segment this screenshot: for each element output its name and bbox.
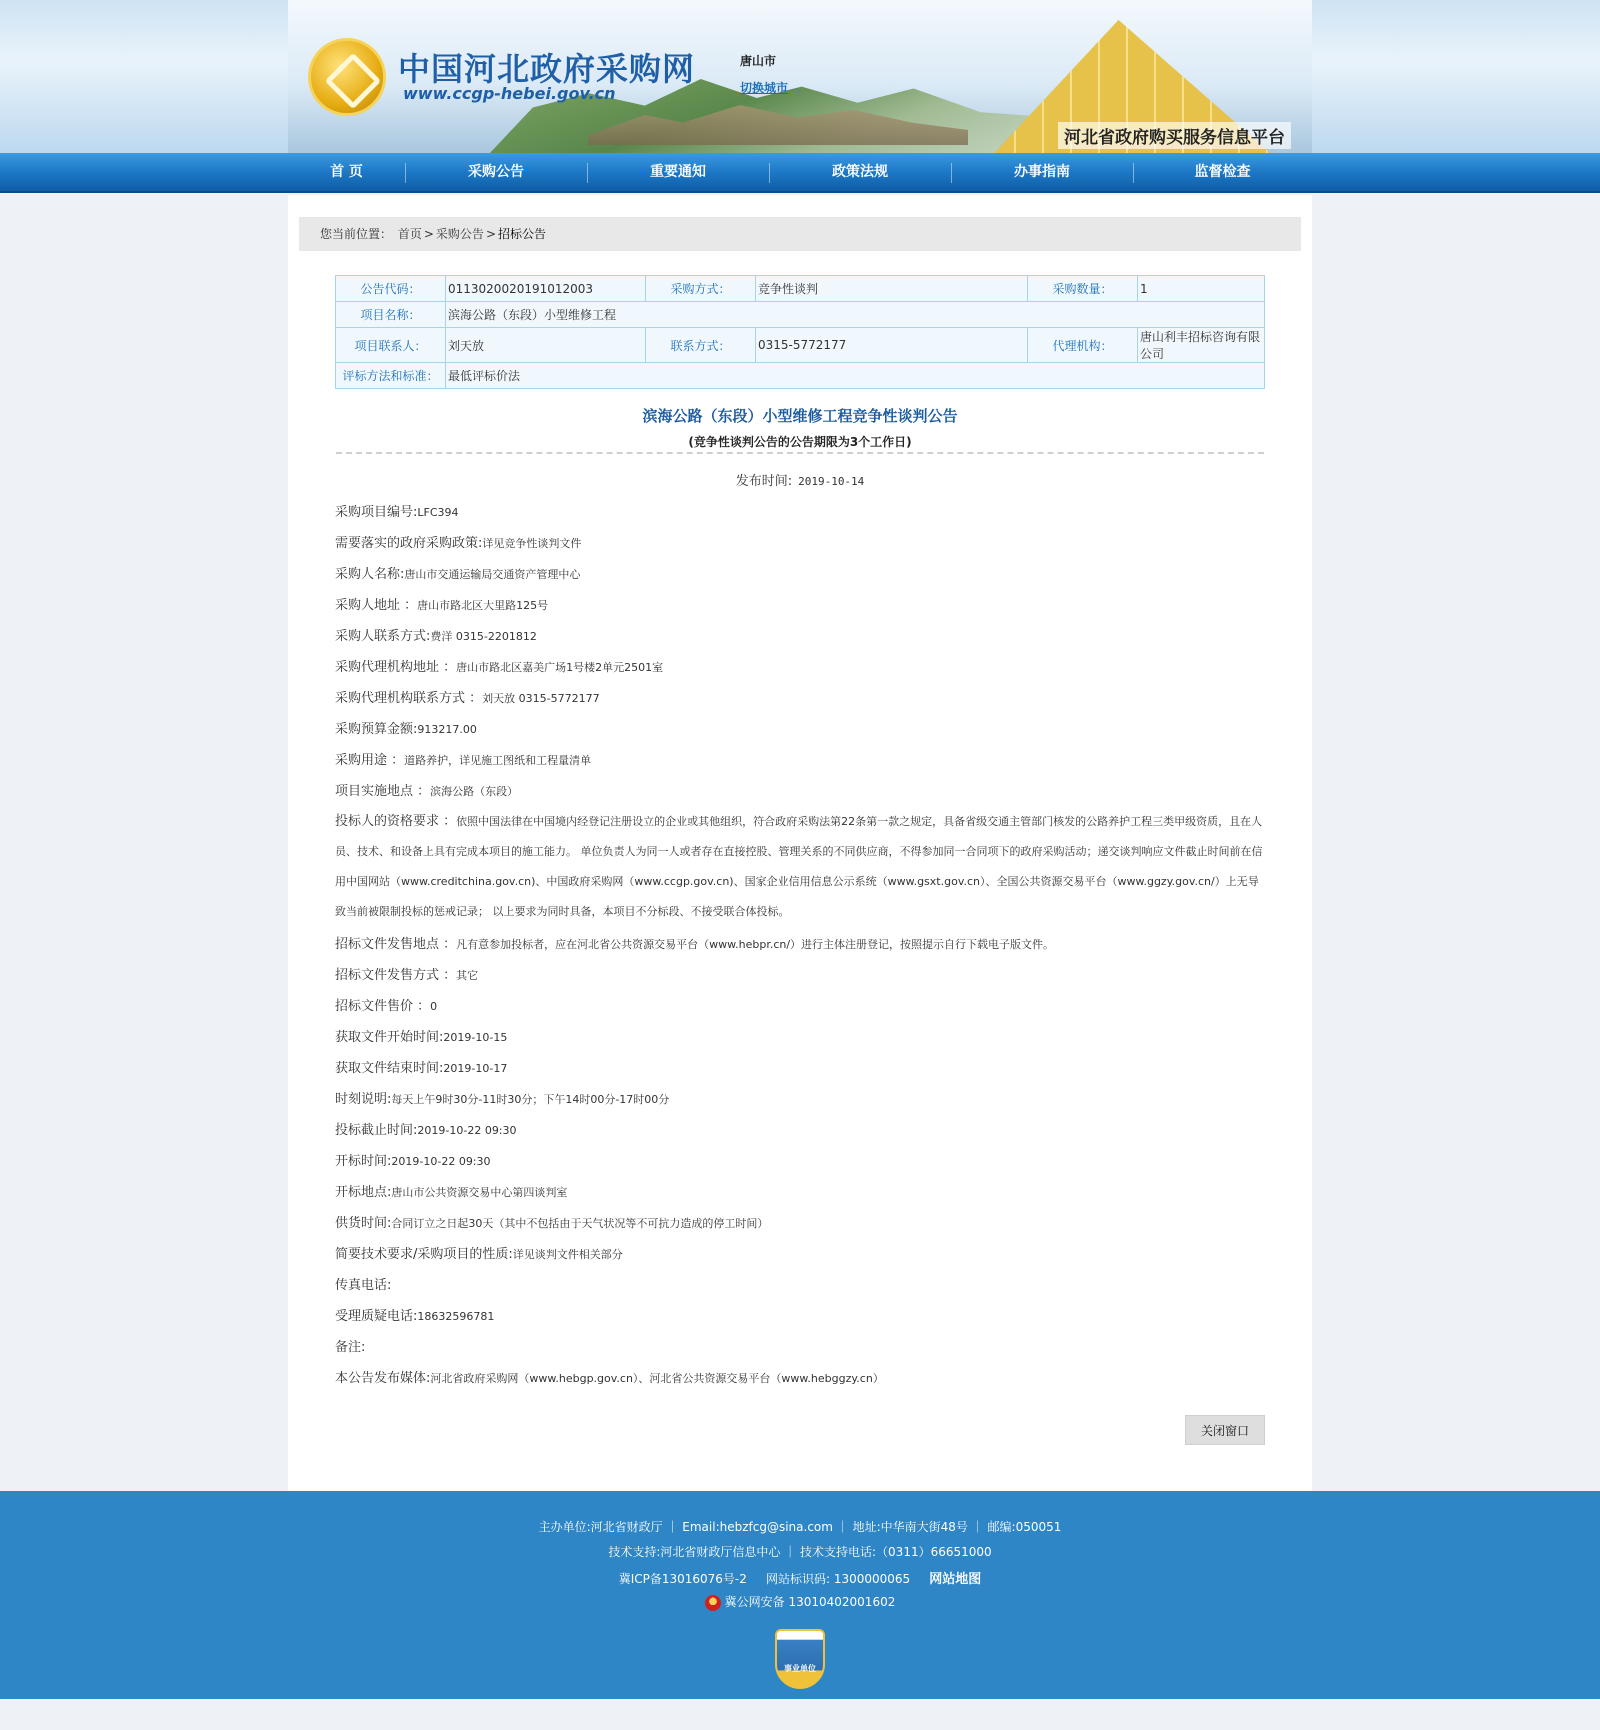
field-label: 招标文件发售地点 ： [335, 937, 457, 952]
field-label: 采购人名称: [335, 567, 405, 582]
dashed-divider [336, 452, 1264, 454]
footer [0, 1491, 1600, 1699]
main-nav-inner [288, 153, 1312, 193]
method-label: 采购方式： [646, 276, 756, 302]
field-fax [335, 1270, 1265, 1301]
notice-subtitle: (竞争性谈判公告的公告期限为3个工作日) [688, 435, 912, 449]
field-label: 受理质疑电话: [335, 1309, 418, 1324]
table-row [336, 276, 1265, 302]
notice-info-table [335, 275, 1265, 389]
field-label: 获取文件开始时间: [335, 1030, 444, 1045]
field-label: 采购用途 ： [335, 753, 405, 768]
field-label: 备注: [335, 1340, 366, 1355]
table-row [336, 328, 1265, 363]
nav-important-notices[interactable]: 重要通知 [587, 153, 769, 193]
nav-supervision[interactable]: 监督检查 [1133, 153, 1312, 193]
qty-value: 1 [1138, 276, 1265, 302]
field-tech-requirements [335, 1239, 1265, 1270]
field-obtain-start [335, 1022, 1265, 1053]
field-value: 详见谈判文件相关部分 [512, 1248, 623, 1261]
banner-inner [288, 0, 1312, 153]
field-label: 招标文件发售方式 ： [335, 968, 457, 983]
footer-tech-support: 技术支持:河北省财政厅信息中心 ｜ 技术支持电话:（0311）66651000 [608, 1545, 992, 1559]
footer-police-text[interactable]: 冀公网安备 13010402001602 [724, 1595, 896, 1609]
field-label: 采购项目编号: [335, 505, 418, 520]
field-purchaser-name [335, 559, 1265, 590]
field-label: 采购代理机构地址 ： [335, 660, 457, 675]
field-project-number [335, 497, 1265, 528]
footer-icp[interactable]: 冀ICP备13016076号-2 [618, 1572, 747, 1586]
field-label: 项目实施地点 ： [335, 784, 431, 799]
close-window-button[interactable]: 关闭窗口 [1185, 1415, 1265, 1445]
field-budget [335, 714, 1265, 745]
field-label: 供货时间: [335, 1216, 392, 1231]
field-label: 采购代理机构联系方式 ： [335, 691, 483, 706]
field-label: 本公告发布媒体: [335, 1371, 431, 1386]
field-location [335, 776, 1265, 807]
field-value: 其它 [456, 969, 479, 982]
field-label: 开标地点: [335, 1185, 392, 1200]
publish-time-label: 发布时间: [735, 474, 793, 489]
field-label: 开标时间: [335, 1154, 392, 1169]
phone-value: 0315-5772177 [756, 328, 1028, 363]
breadcrumb-separator: > [485, 227, 496, 241]
field-purchaser-contact [335, 621, 1265, 652]
agency-value: 唐山利丰招标咨询有限公司 [1138, 328, 1265, 363]
publish-time [288, 470, 1312, 489]
main-nav [0, 153, 1600, 193]
field-value: 唐山市交通运输局交通资产管理中心 [404, 568, 581, 581]
breadcrumb-prefix: 您当前位置： [320, 227, 393, 241]
eval-value: 最低评标价法 [446, 363, 1265, 389]
publish-time-value: 2019-10-14 [798, 475, 865, 488]
qty-label: 采购数量： [1028, 276, 1138, 302]
police-badge-icon [705, 1595, 721, 1611]
method-value: 竞争性谈判 [756, 276, 1028, 302]
breadcrumb-separator: > [423, 227, 434, 241]
footer-site-id: 网站标识码: 1300000065 [765, 1572, 911, 1586]
field-value: LFC394 [417, 506, 459, 519]
field-label: 采购人地址 ： [335, 598, 418, 613]
public-institution-badge-icon[interactable] [775, 1629, 825, 1689]
field-value: 唐山市路北区嘉美广场1号楼2单元2501室 [456, 661, 664, 674]
code-label: 公告代码： [336, 276, 446, 302]
main-container [288, 195, 1312, 1491]
contact-value: 刘天放 [446, 328, 646, 363]
field-value: 2019-10-22 09:30 [391, 1155, 491, 1168]
nav-home[interactable]: 首 页 [330, 164, 363, 180]
footer-host-info: 主办单位:河北省财政厅 ｜ Email:hebzfcg@sina.com ｜ 地址:中华南大街48号 ｜ 邮编:050051 [538, 1520, 1062, 1534]
project-value: 滨海公路（东段）小型维修工程 [446, 302, 1265, 328]
field-qualification [335, 807, 1265, 929]
field-value: 凡有意参加投标者，应在河北省公共资源交易平台（www.hebpr.cn/）进行主体注册登记，按照提示自行下载电子版文件。 [456, 938, 1055, 951]
field-complaint-phone [335, 1301, 1265, 1332]
field-label: 投标人的资格要求 ： [335, 814, 457, 829]
field-policy [335, 528, 1265, 559]
field-value: 费洋 0315-2201812 [430, 630, 537, 643]
field-value: 详见竞争性谈判文件 [482, 537, 582, 550]
field-value: 2019-10-22 09:30 [417, 1124, 517, 1137]
nav-procurement-notices[interactable]: 采购公告 [405, 153, 587, 193]
field-value: 18632596781 [417, 1310, 495, 1323]
badge-label: 事业单位 [784, 1664, 816, 1673]
field-label: 需要落实的政府采购政策: [335, 536, 483, 551]
field-opening-time [335, 1146, 1265, 1177]
field-price [335, 991, 1265, 1022]
field-value: 唐山市路北区大里路125号 [417, 599, 549, 612]
nav-guide[interactable]: 办事指南 [951, 153, 1133, 193]
field-value: 刘天放 0315-5772177 [482, 692, 600, 705]
field-obtain-end [335, 1053, 1265, 1084]
contact-label: 项目联系人： [336, 328, 446, 363]
field-bid-deadline [335, 1115, 1265, 1146]
platform-title: 河北省政府购买服务信息平台 [1058, 122, 1291, 149]
field-label: 招标文件售价 ： [335, 999, 431, 1014]
field-usage [335, 745, 1265, 776]
breadcrumb [299, 217, 1301, 251]
field-value: 每天上午9时30分-11时30分；下午14时00分-17时00分 [391, 1093, 670, 1106]
field-value: 2019-10-17 [443, 1062, 508, 1075]
project-label: 项目名称： [336, 302, 446, 328]
field-value: 河北省政府采购网（www.hebgp.gov.cn）、河北省公共资源交易平台（www.hebggzy.cn） [430, 1372, 884, 1385]
field-value: 2019-10-15 [443, 1031, 508, 1044]
field-label: 采购预算金额: [335, 722, 418, 737]
header-banner [0, 0, 1600, 153]
table-row [336, 363, 1265, 389]
field-agency-contact [335, 683, 1265, 714]
site-url: www.ccgp-hebei.gov.cn [403, 84, 616, 103]
phone-label: 联系方式： [646, 328, 756, 363]
field-label: 简要技术要求/采购项目的性质: [335, 1247, 513, 1262]
nav-policies[interactable]: 政策法规 [769, 153, 951, 193]
table-row [336, 302, 1265, 328]
notice-fields [335, 497, 1265, 1394]
field-label: 采购人联系方式: [335, 629, 431, 644]
field-delivery-time [335, 1208, 1265, 1239]
field-value: 唐山市公共资源交易中心第四谈判室 [391, 1186, 568, 1199]
breadcrumb-procurement[interactable]: 采购公告 [435, 227, 484, 241]
current-city: 唐山市 [740, 54, 777, 68]
field-agency-address [335, 652, 1265, 683]
field-sale-method [335, 960, 1265, 991]
field-time-note [335, 1084, 1265, 1115]
field-media [335, 1363, 1265, 1394]
breadcrumb-home[interactable]: 首页 [397, 227, 422, 241]
field-opening-place [335, 1177, 1265, 1208]
field-value: 依照中国法律在中国境内经登记注册设立的企业或其他组织，符合政府采购法第22条第一款之规定，具备省级交通主管部门核发的公路养护工程三类甲级资质，且在人员、技术、和设备上具有完成本项目的施工能力。 单位负责人为同一人或者存在直接控股、管理关系的不同供应商，不得参加同一合同项下的政府采购活动；递交谈判响应文件截止时间前在信用中国网站（www.creditchina.gov.cn)、中国政府采购网（www.ccgp.gov.cn)、国家企业信用信息公示系统（www.gsxt.gov.cn）、全国公共资源交易平台（www.ggzy.gov.cn/）上无导致当前被限制投标的惩戒记录； 以上要求为同时具备，本项目不分标段、不接受联合体投标。 [335, 815, 1263, 918]
breadcrumb-current: 招标公告 [498, 227, 547, 241]
notice-title: 滨海公路（东段）小型维修工程竞争性谈判公告 [642, 407, 958, 425]
site-title[interactable]: 中国河北政府采购网 [398, 50, 696, 88]
field-value: 道路养护，详见施工图纸和工程量清单 [404, 754, 592, 767]
agency-label: 代理机构： [1028, 328, 1138, 363]
field-label: 获取文件结束时间: [335, 1061, 444, 1076]
switch-city-link[interactable]: 切换城市 [740, 81, 789, 95]
field-label: 传真电话: [335, 1278, 392, 1293]
field-value: 合同订立之日起30天（其中不包括由于天气状况等不可抗力造成的停工时间） [391, 1217, 769, 1230]
code-value: 0113020020191012003 [446, 276, 646, 302]
eval-label: 评标方法和标准： [336, 363, 446, 389]
field-label: 时刻说明: [335, 1092, 392, 1107]
field-value: 滨海公路（东段） [430, 785, 519, 798]
field-sale-location [335, 929, 1265, 960]
field-value: 0 [430, 1000, 438, 1013]
site-logo-icon[interactable] [308, 38, 386, 116]
field-label: 投标截止时间: [335, 1123, 418, 1138]
sitemap-link[interactable]: 网站地图 [929, 1572, 982, 1587]
field-purchaser-address [335, 590, 1265, 621]
field-value: 913217.00 [417, 723, 477, 736]
footer-registration [0, 1568, 1600, 1587]
footer-police-record [0, 1593, 1600, 1611]
field-remarks [335, 1332, 1265, 1363]
